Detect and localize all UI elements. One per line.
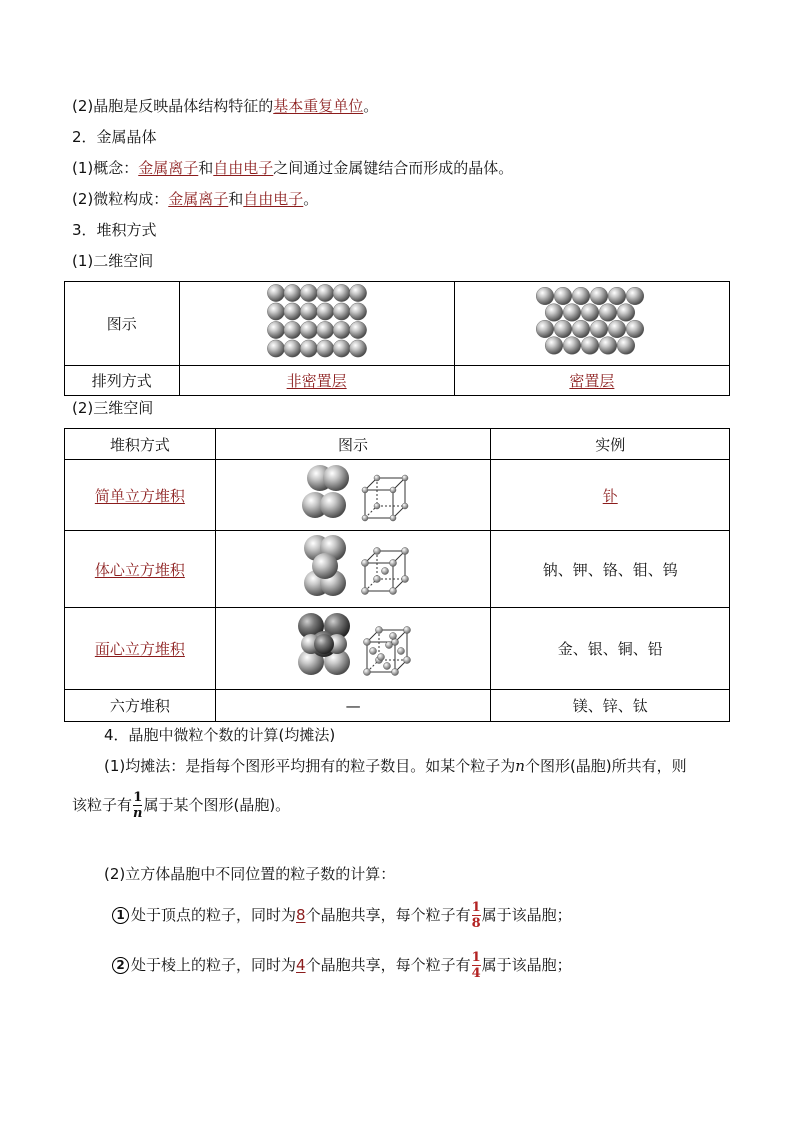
face-centered-cubic-diagram: [291, 610, 415, 684]
sphere: [572, 287, 590, 305]
sphere: [283, 339, 300, 356]
sphere: [333, 302, 350, 319]
sphere: [267, 321, 284, 338]
subheading-3d: (2)三维空间: [72, 399, 154, 417]
answer-blank: 钋: [602, 486, 618, 505]
paragraph-cubic-counting: (2)立方体晶胞中不同位置的粒子数的计算：: [104, 865, 396, 883]
sphere: [349, 302, 366, 319]
paragraph-concept: (1)概念：金属离子和自由电子之间通过金属键结合而形成的晶体。: [72, 159, 514, 177]
paragraph-method-line1: (1)均摊法：是指每个图形平均拥有的粒子数目。如某个粒子为n个图形(晶胞)所共有，则: [104, 757, 687, 775]
sphere: [545, 336, 563, 354]
sphere: [333, 321, 350, 338]
header-example: 实例: [491, 429, 730, 460]
sphere: [599, 303, 617, 321]
example-hcp: 镁、锌、钛: [491, 690, 730, 722]
sphere: [300, 339, 317, 356]
hcp-name: 六方堆积: [65, 690, 216, 722]
sphere: [590, 287, 608, 305]
answer-blank: 自由电子: [243, 190, 304, 208]
sphere: [349, 339, 366, 356]
fraction: $\frac{1}{4}$: [471, 950, 481, 981]
figure-bcc: [215, 531, 491, 608]
header-packing: 堆积方式: [65, 429, 216, 460]
fraction: $\frac{1}{n}$: [133, 790, 143, 821]
answer-blank: 密置层: [569, 372, 615, 390]
section-heading-metal-crystal: 2．金属晶体: [72, 128, 157, 146]
sphere: [563, 336, 581, 354]
table-label-figure: 图示: [65, 282, 180, 366]
sphere: [617, 303, 635, 321]
sphere: [626, 287, 644, 305]
sphere: [617, 336, 635, 354]
sphere: [581, 303, 599, 321]
sphere: [267, 339, 284, 356]
sphere: [545, 303, 563, 321]
table-label-arrangement: 排列方式: [65, 366, 180, 396]
sphere: [267, 302, 284, 319]
answer-blank: 8: [296, 906, 306, 924]
header-figure: 图示: [215, 429, 491, 460]
sphere: [316, 339, 333, 356]
sphere: [608, 320, 626, 338]
answer-blank: 基本重复单位: [273, 97, 364, 115]
paragraph-particles: (2)微粒构成：金属离子和自由电子。: [72, 190, 319, 208]
answer-blank: 体心立方堆积: [94, 560, 185, 579]
sphere: [333, 339, 350, 356]
fraction: $\frac{1}{8}$: [471, 900, 481, 931]
section-heading-packing: 3．堆积方式: [72, 221, 157, 239]
sphere: [349, 284, 366, 301]
sphere: [316, 321, 333, 338]
answer-blank: 简单立方堆积: [94, 486, 185, 505]
hcp-figure: —: [215, 690, 491, 722]
list-item-vertex: 1 处于顶点的粒子，同时为8个晶胞共享，每个粒子有 $\frac{1}{8}$ 属于该晶胞；: [112, 896, 572, 934]
sphere: [572, 320, 590, 338]
table-2d-packing: [64, 281, 730, 396]
figure-close-packed: [454, 282, 729, 366]
simple-cubic-diagram: [293, 460, 413, 526]
sphere: [300, 284, 317, 301]
sphere: [316, 302, 333, 319]
answer-blank: 金属离子: [138, 159, 199, 177]
paragraph-method-line2: 该粒子有 $\frac{1}{n}$ 属于某个图形(晶胞)。: [72, 790, 291, 821]
section-heading-counting: 4．晶胞中微粒个数的计算(均摊法): [104, 726, 336, 744]
list-item-edge: 2 处于棱上的粒子，同时为4个晶胞共享，每个粒子有 $\frac{1}{4}$ 属于该晶胞；: [112, 946, 572, 984]
hexagonal-layer-diagram: [536, 287, 648, 357]
sphere: [563, 303, 581, 321]
sphere: [283, 321, 300, 338]
sphere: [349, 321, 366, 338]
example-bcc: 钠、钾、铬、钼、钨: [491, 531, 730, 608]
figure-simple-cubic: [215, 460, 491, 531]
sphere: [554, 287, 572, 305]
answer-blank: 面心立方堆积: [94, 640, 185, 658]
figure-fcc: [215, 608, 491, 690]
sphere: [283, 302, 300, 319]
sphere: [300, 302, 317, 319]
number-badge: 1: [112, 907, 129, 924]
sphere: [608, 287, 626, 305]
sphere: [590, 320, 608, 338]
example-fcc: 金、银、铜、铅: [491, 608, 730, 690]
sphere: [300, 321, 317, 338]
sphere: [536, 320, 554, 338]
sphere: [283, 284, 300, 301]
sphere: [626, 320, 644, 338]
table-3d-packing: [64, 428, 730, 722]
number-badge: 2: [112, 957, 129, 974]
answer-blank: 4: [296, 956, 306, 974]
sphere: [267, 284, 284, 301]
square-layer-diagram: [267, 284, 367, 360]
sphere: [599, 336, 617, 354]
paragraph-unit-cell: (2)晶胞是反映晶体结构特征的基本重复单位。: [72, 97, 379, 115]
sphere: [554, 320, 572, 338]
answer-blank: 金属离子: [168, 190, 229, 208]
body-centered-cubic-diagram: [293, 533, 413, 601]
sphere: [581, 336, 599, 354]
answer-blank: 非密置层: [286, 372, 347, 390]
sphere: [536, 287, 554, 305]
figure-non-close-packed: [179, 282, 454, 366]
sphere: [316, 284, 333, 301]
sphere: [333, 284, 350, 301]
answer-blank: 自由电子: [213, 159, 274, 177]
subheading-2d: (1)二维空间: [72, 252, 154, 270]
